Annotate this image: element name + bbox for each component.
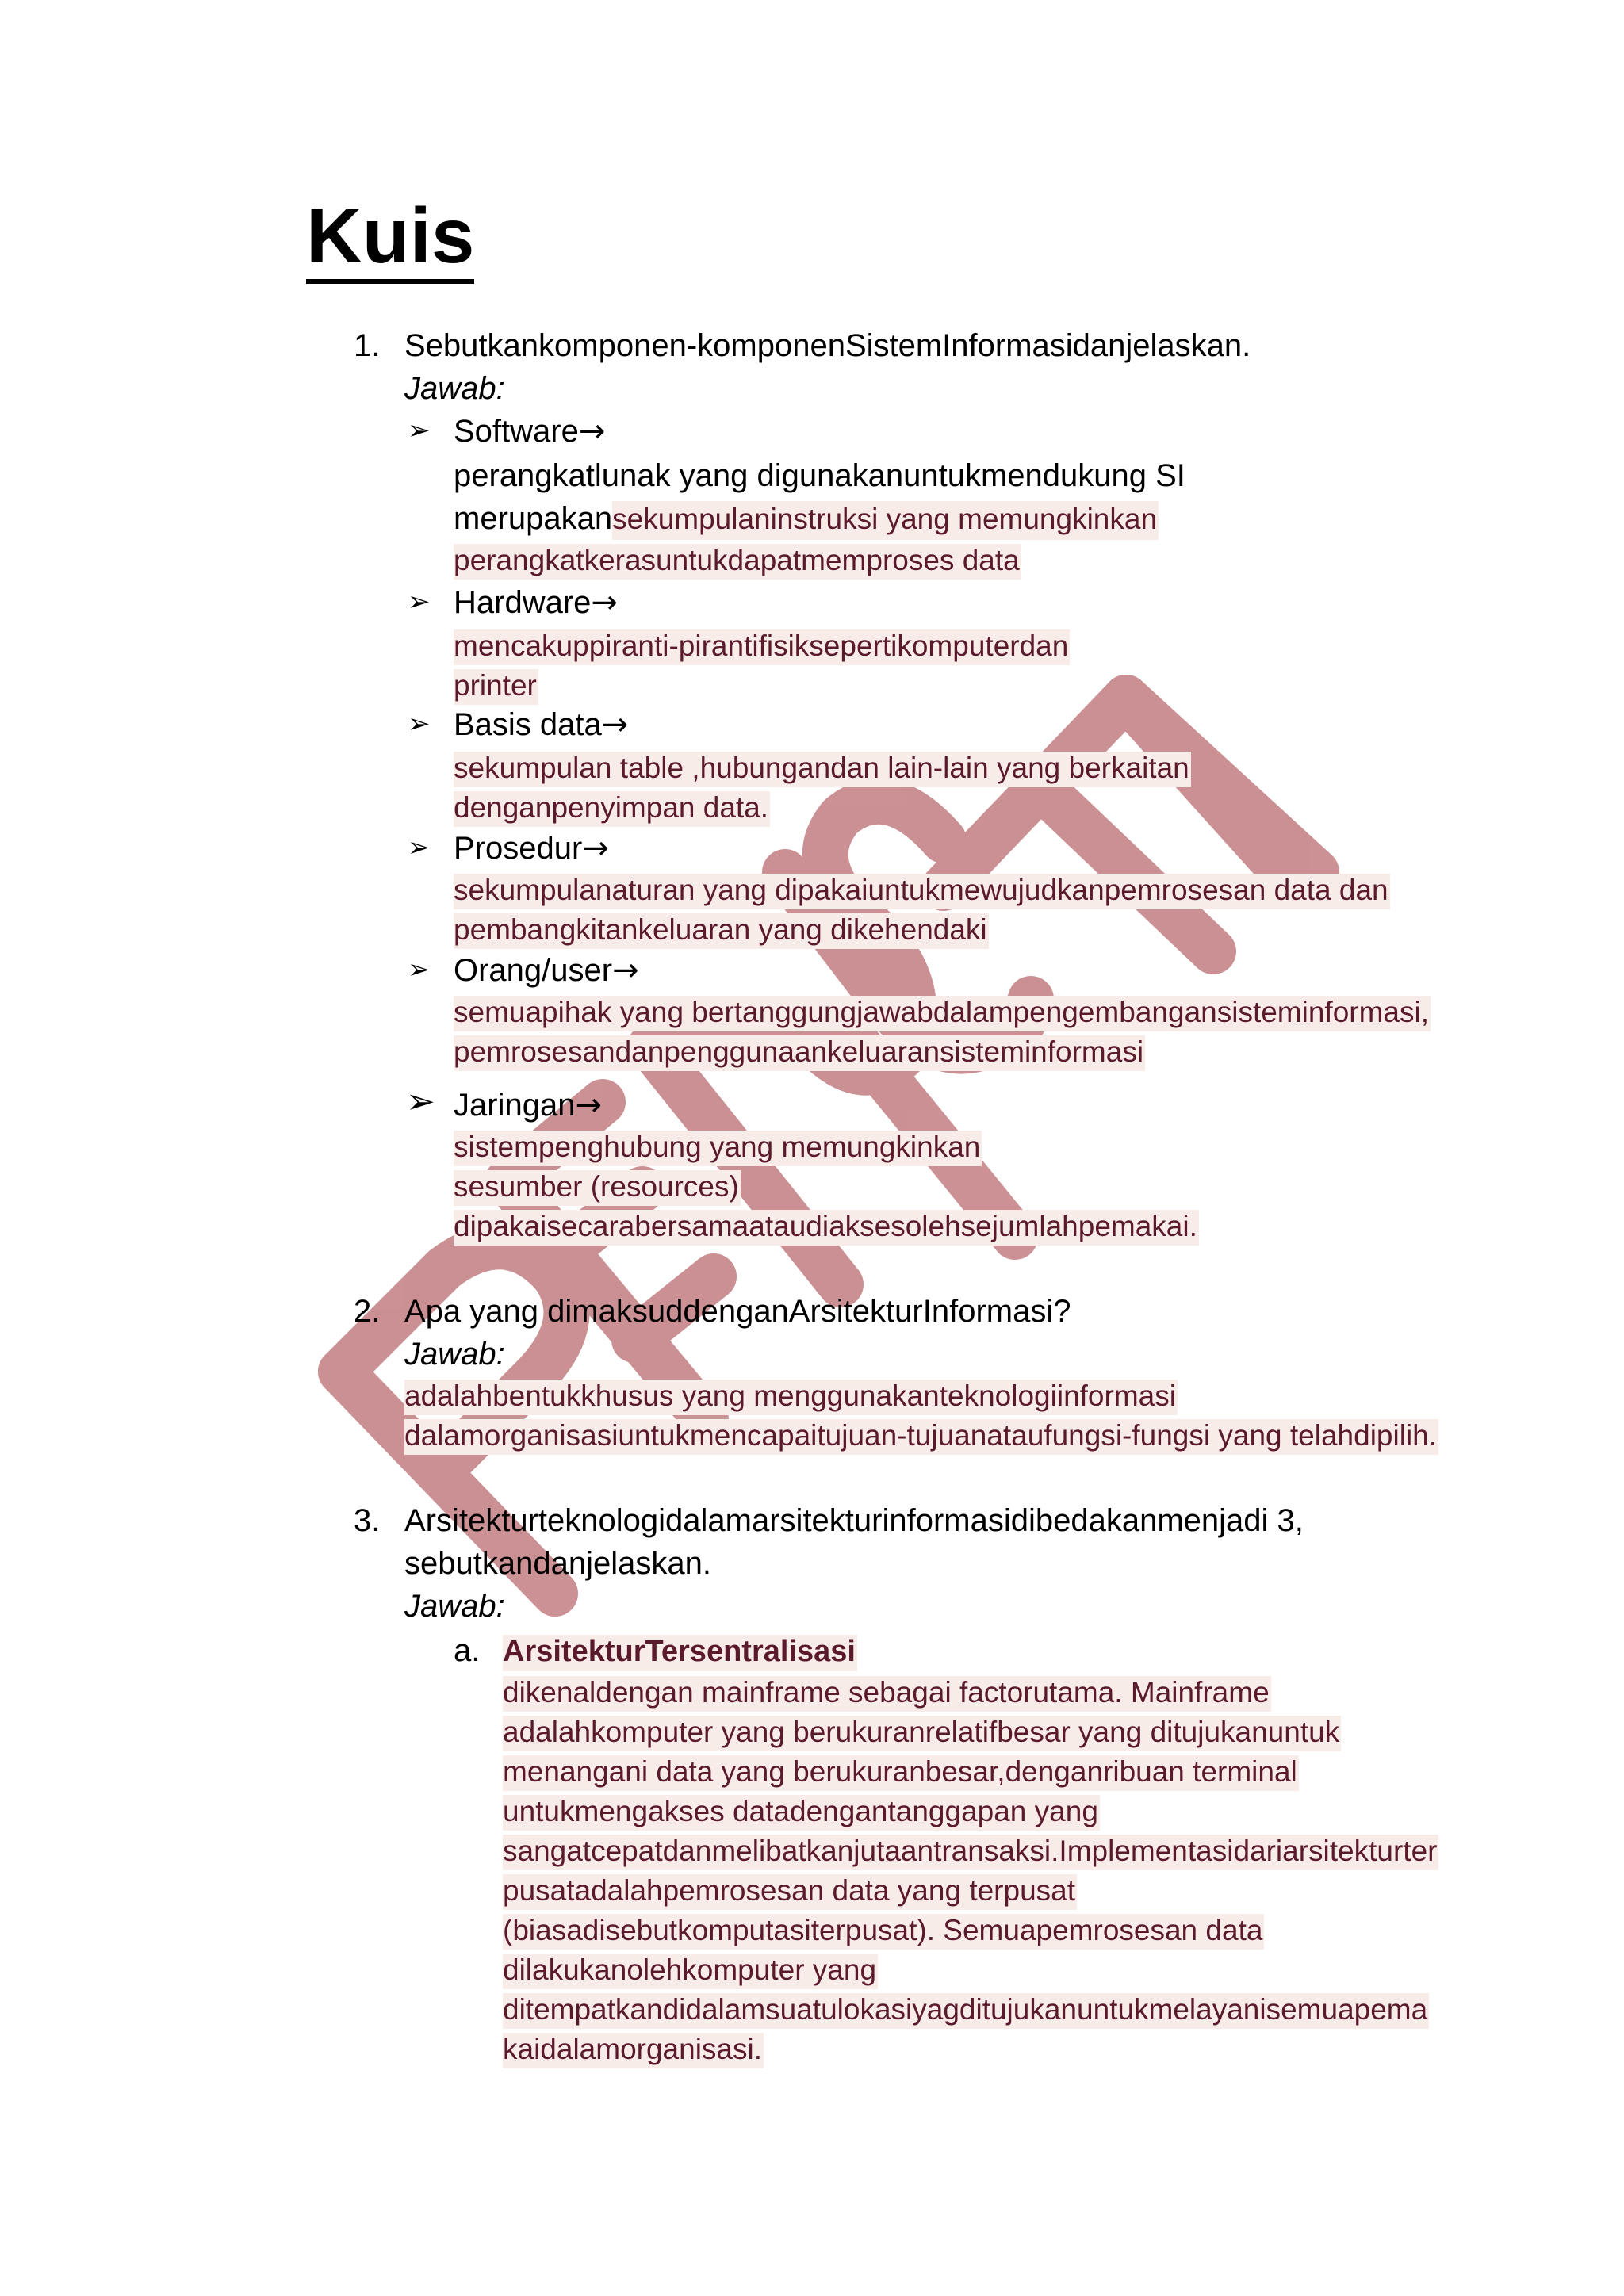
arrowhead-bullet-icon: ➢ [406,1081,435,1122]
question-1-text: Sebutkankomponen-komponenSistemInformasidanjelaskan. [404,328,1251,363]
question-3-text: Arsitekturteknologidalamarsitekturinformasidibedakanmenjadi 3, [404,1503,1304,1538]
jawab-label: Jawab: [404,371,505,406]
item-description: merupakansekumpulaninstruksi yang memungkinkan [454,503,1159,534]
item-description: sesumber (resources) [454,1170,741,1206]
sub-item-text: (biasadisebutkomputasiterpusat). Semuapemrosesan data [503,1914,1264,1950]
sub-item-text: dilakukanolehkomputer yang [503,1954,878,1989]
sub-item-text: kaidalamorganisasi. [503,2033,764,2068]
question-number: 3. [354,1503,381,1538]
item-description: pembangkitankeluaran yang dikehendaki [454,913,989,949]
page-title: Kuis [306,197,474,284]
answer-text: adalahbentukkhusus yang menggunakanteknologiinformasi [404,1380,1178,1415]
arrowhead-bullet-icon: ➢ [408,415,431,446]
item-description: perangkatkerasuntukdapatmemproses data [454,544,1021,580]
sub-item-text: pusatadalahpemrosesan data yang terpusat [503,1874,1077,1910]
sub-item-text: dikenaldengan mainframe sebagai factorutama. Mainframe [503,1676,1271,1712]
item-description: sekumpulan table ,hubungandan lain-lain yang berkaitan [454,752,1191,787]
jawab-label: Jawab: [404,1337,505,1372]
sub-item-text: sangatcepatdanmelibatkanjutaantransaksi.Implementasidariarsitekturter [503,1835,1438,1870]
arrowhead-bullet-icon: ➢ [408,708,431,740]
question-number: 2. [354,1294,381,1329]
sub-item-text: untukmengakses datadengantanggapan yang [503,1795,1100,1831]
item-description: mencakuppiranti-pirantifisikseperti​komputerdan [454,629,1070,665]
sub-item-text: ditempatkandidalamsuatulokasiyagditujukanuntukmelayanisemuapema [503,1993,1429,2029]
arrowhead-bullet-icon: ➢ [408,586,431,618]
item-description: sekumpulanaturan yang dipakaiuntukmewujudkanpemrosesan data dan [454,874,1390,909]
item-description: dipakaisecarabersamaataudiaksesolehsejumlahpemakai. [454,1210,1199,1246]
arrowhead-bullet-icon: ➢ [408,832,431,863]
question-number: 1. [354,328,381,363]
jawab-label: Jawab: [404,1589,505,1624]
item-heading: Prosedur→ [454,830,609,867]
answer-text: dalamorganisasiuntukmencapaitujuan-tujuanataufungsi-fungsi yang telahdipilih. [404,1419,1438,1455]
item-description: pemrosesandanpenggunaankeluaransisteminformasi [454,1035,1145,1071]
sub-item-text: adalahkomputer yang berukuranrelatifbesar yang ditujukanuntuk [503,1716,1341,1751]
item-description: perangkatlunak yang digunakanuntukmendukung SI [454,458,1185,493]
question-2-text: Apa yang dimaksuddenganArsitekturInformasi? [404,1294,1071,1329]
sub-item-text: menangani data yang berukuranbesar,denganribuan terminal [503,1755,1299,1791]
item-heading: Basis data→ [454,706,629,743]
question-3-text: sebutkandanjelaskan. [404,1546,711,1581]
item-heading: Software→ [454,413,606,450]
item-heading: Orang/user→ [454,952,639,989]
item-heading: Jaringan→ [454,1087,602,1123]
item-description: semuapihak yang bertanggungjawabdalampengembangansisteminformasi, [454,996,1431,1031]
sub-item-letter: a. [454,1633,481,1668]
sub-item-heading: ArsitekturTersentralisasi [503,1635,857,1671]
item-heading: Hardware→ [454,584,618,621]
arrowhead-bullet-icon: ➢ [408,954,431,985]
item-description: denganpenyimpan data. [454,791,770,827]
item-description: printer [454,669,538,705]
item-description: sistempenghubung yang memungkinkan [454,1131,982,1166]
